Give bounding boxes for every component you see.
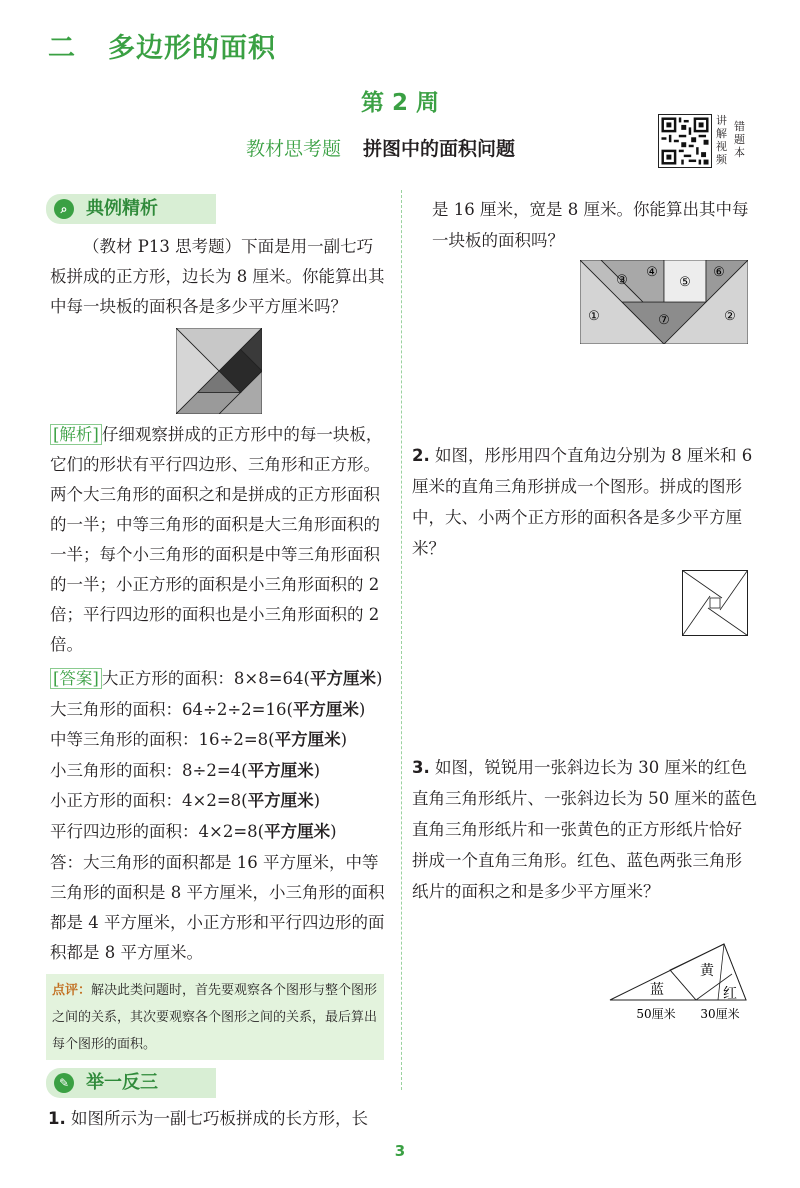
practice-section-label: 举一反三 [86,1072,158,1093]
subtitle-title: 拼图中的面积问题 [363,138,516,160]
chapter-title: 多边形的面积 [108,33,276,64]
pencil-icon: ✎ [54,1073,74,1093]
analysis-body: 仔细观察拼成的正方形中的每一块板，它们的形状有平行四边形、三角形和正方形。两个大三角形的面积之和是拼成的正方形面积的一半；中等三角形的面积是大三角形面积的一半；每个小三角形的面积是中等三角形面积的一半；小正方形的面积是小三角形面积的 2 倍；平行四边形的面积也是小三角形面积的 2 倍。 [50,425,383,654]
qr-video-label: 讲解视频 [716,114,727,166]
comment-body: 解决此类问题时，首先要观察各个图形与整个图形之间的关系，其次要观察各个图形之间的关系，最后算出每个图形的面积。 [52,983,378,1052]
answer-line: 平行四边形的面积：4×2=8(平方厘米) [50,821,337,841]
comment-text [52,977,380,1058]
example-question: （教材 P13 思考题）下面是用一副七巧板拼成的正方形，边长为 8 厘米。你能算出其中每一块板的面积各是多少平方厘米吗？ [50,237,385,316]
red-label: 红 [723,986,737,1002]
piece-label-1: ① [588,309,600,324]
question-3-number: 3. [412,758,430,777]
qr-code-icon[interactable] [658,114,712,168]
question-2-text: 如图，彤彤用四个直角边分别为 8 厘米和 6 厘米的直角三角形拼成一个图形。拼成的图形中，大、小两个正方形的面积各是多少平方厘米？ [412,446,753,558]
pinwheel-square-figure [682,570,748,636]
question-1-continuation: 是 16 厘米，宽是 8 厘米。你能算出其中每一块板的面积吗？ [432,200,749,250]
search-icon: ⌕ [54,199,74,219]
practice-section-tag [46,1068,216,1098]
page-number: 3 [394,1142,406,1160]
answer-line: 大三角形的面积：64÷2÷2=16(平方厘米) [50,699,366,719]
answer-line: 中等三角形的面积：16÷2=8(平方厘米) [50,730,348,750]
analysis-tag: [解析] [50,424,102,445]
column-divider [401,190,402,1090]
lesson-subtitle [246,134,515,161]
question-1-start [48,1104,393,1134]
question-3-text: 如图，锐锐用一张斜边长为 30 厘米的红色直角三角形纸片、一张斜边长为 50 厘米的蓝色直角三角形纸片和一张黄色的正方形纸片恰好拼成一个直角三角形。红色、蓝色两张三角形纸片的面积之和是多少平方厘米？ [412,758,757,901]
blue-label: 蓝 [650,982,664,998]
question-2 [412,440,758,564]
chapter-number: 二 [48,33,76,64]
question-1-text-start: 如图所示为一副七巧板拼成的长方形，长 [71,1109,368,1128]
week-title: 第 2 周 [360,90,440,116]
question-3 [412,752,758,907]
question-2-number: 2. [412,446,430,465]
yellow-label: 黄 [700,963,714,979]
piece-label-3: ③ [616,273,628,288]
tangram-rectangle-figure [580,260,748,344]
piece-label-5: ⑤ [679,275,691,290]
length-label-30: 30厘米 [700,1007,740,1021]
piece-label-7: ⑦ [658,313,670,328]
answer-line: [答案] 大正方形的面积：8×8=64(平方厘米) [50,664,390,695]
comment-key: 点评： [52,983,92,998]
piece-label-2: ② [724,309,736,324]
piece-label-6: ⑥ [713,265,725,280]
question-1-number: 1. [48,1109,66,1128]
subtitle-label: 教材思考题 [246,138,342,160]
answer-line: 小三角形的面积：8÷2=4(平方厘米) [50,760,321,780]
piece-label-4: ④ [646,265,658,280]
answer-line: 小正方形的面积：4×2=8(平方厘米) [50,791,321,811]
example-section-label: 典例精析 [86,198,158,219]
answer-block [50,664,390,848]
qr-notebook-label: 错题本 [734,120,745,159]
chapter-heading [48,26,276,65]
example-section-tag [46,194,216,224]
composite-triangle-figure [608,912,758,1024]
conclusion-text: 答：大三角形的面积都是 16 平方厘米，中等三角形的面积是 8 平方厘米，小三角形的面积都是 4 平方厘米，小正方形和平行四边形的面积都是 8 平方厘米。 [50,853,385,962]
analysis-text [50,420,388,660]
tangram-square-figure [176,328,262,414]
length-label-50: 50厘米 [636,1007,676,1021]
answer-tag: [答案] [50,668,102,689]
